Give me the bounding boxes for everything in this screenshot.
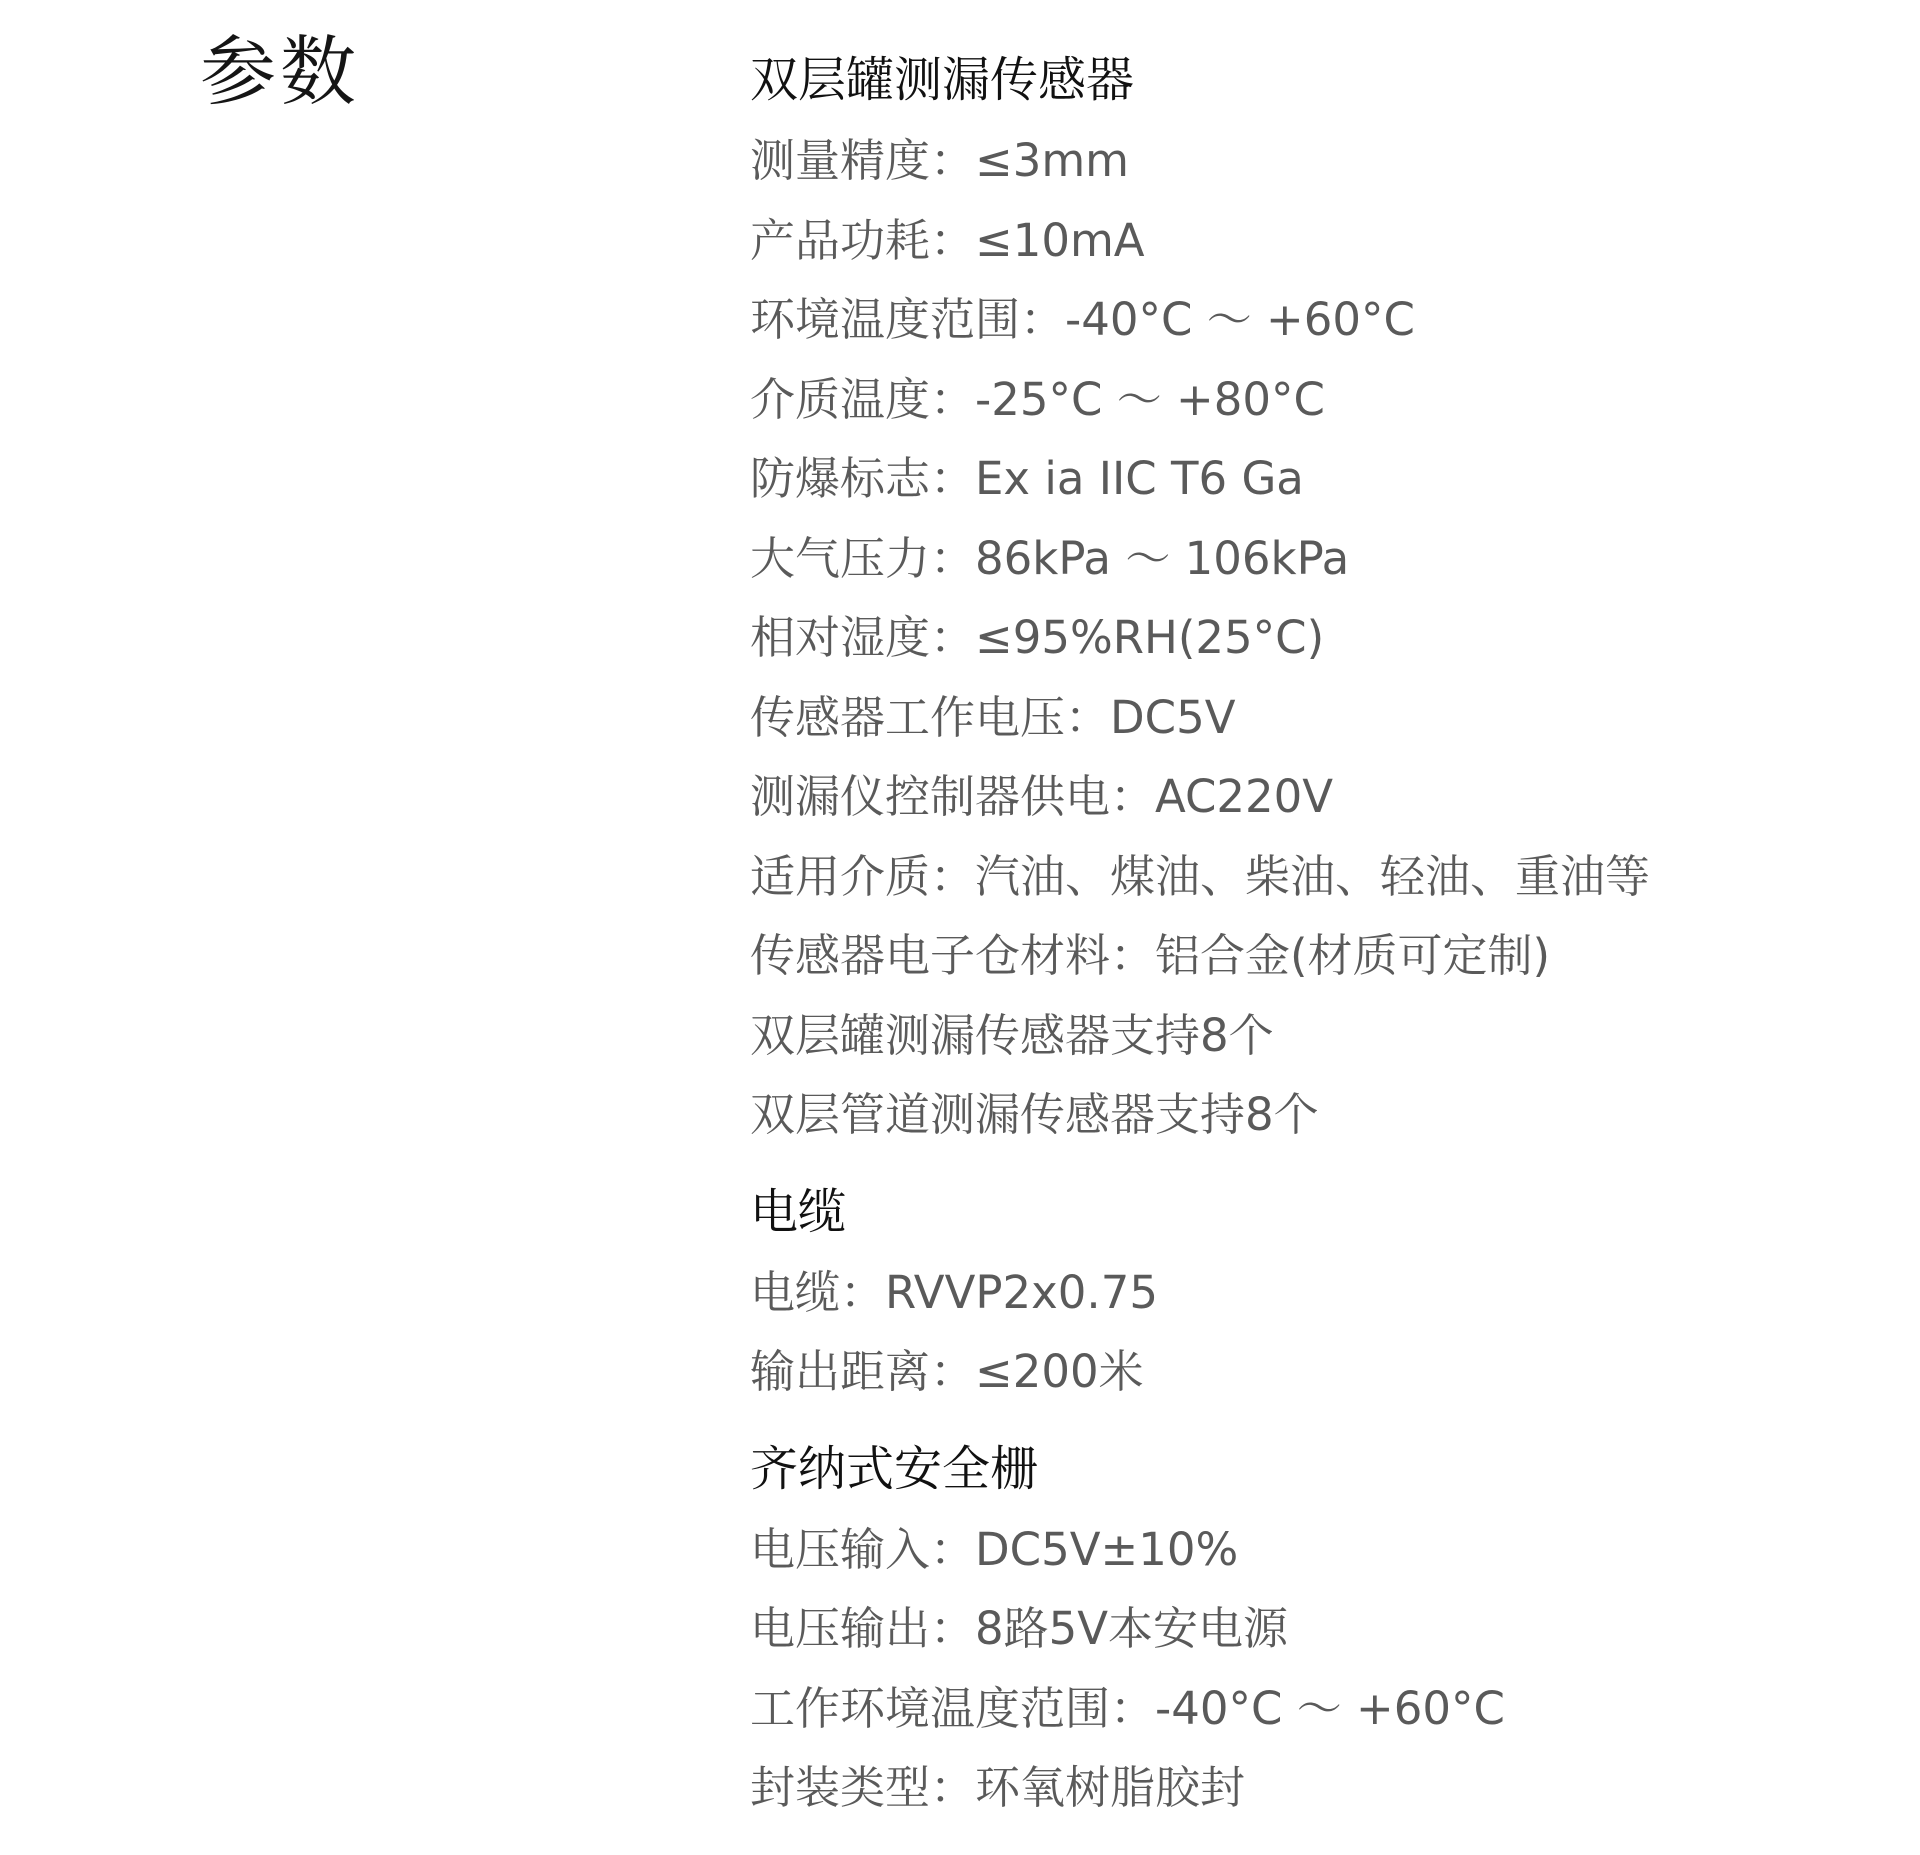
section-cable [750, 1177, 1850, 1412]
spec-item: 输出距离：≤200米 [750, 1345, 1144, 1398]
spec-item: 产品功耗：≤10mA [750, 213, 1145, 267]
spec-item: 电压输出：8路5V本安电源 [750, 1602, 1289, 1655]
section-heading: 电缆 [750, 1183, 847, 1240]
spec-item: 环境温度范围：-40°C ～ +60°C [750, 293, 1415, 346]
spec-item: 双层罐测漏传感器支持8个 [750, 1008, 1274, 1062]
section-heading: 双层罐测漏传感器 [750, 52, 1135, 108]
spec-item: 传感器工作电压：DC5V [750, 690, 1236, 744]
spec-item: 测量精度：≤3mm [750, 134, 1130, 187]
page-title: 参数 [200, 27, 360, 116]
spec-item: 相对湿度：≤95%RH(25°C) [750, 611, 1325, 664]
spec-content [750, 45, 1850, 1828]
section-leak-sensor [750, 45, 1850, 1155]
spec-item: 大气压力：86kPa ～ 106kPa [750, 531, 1350, 585]
spec-item: 测漏仪控制器供电：AC220V [750, 770, 1334, 823]
spec-item: 传感器电子仓材料：铝合金(材质可定制) [750, 929, 1551, 982]
section-heading: 齐纳式安全栅 [750, 1440, 1039, 1497]
spec-list [750, 1253, 1850, 1412]
spec-item: 封装类型：环氧树脂胶封 [750, 1761, 1246, 1814]
spec-item: 防爆标志：Ex ia IIC T6 Ga [750, 452, 1304, 505]
spec-list [750, 121, 1850, 1155]
spec-item: 适用介质：汽油、煤油、柴油、轻油、重油等 [750, 849, 1651, 903]
spec-item: 介质温度：-25°C ～ +80°C [750, 372, 1325, 426]
spec-item: 工作环境温度范围：-40°C ～ +60°C [750, 1681, 1505, 1735]
spec-list [750, 1510, 1850, 1828]
spec-item: 电压输入：DC5V±10% [750, 1522, 1239, 1576]
section-safety-barrier [750, 1434, 1850, 1828]
spec-item: 双层管道测漏传感器支持8个 [750, 1088, 1319, 1141]
spec-item: 电缆：RVVP2x0.75 [750, 1265, 1158, 1319]
